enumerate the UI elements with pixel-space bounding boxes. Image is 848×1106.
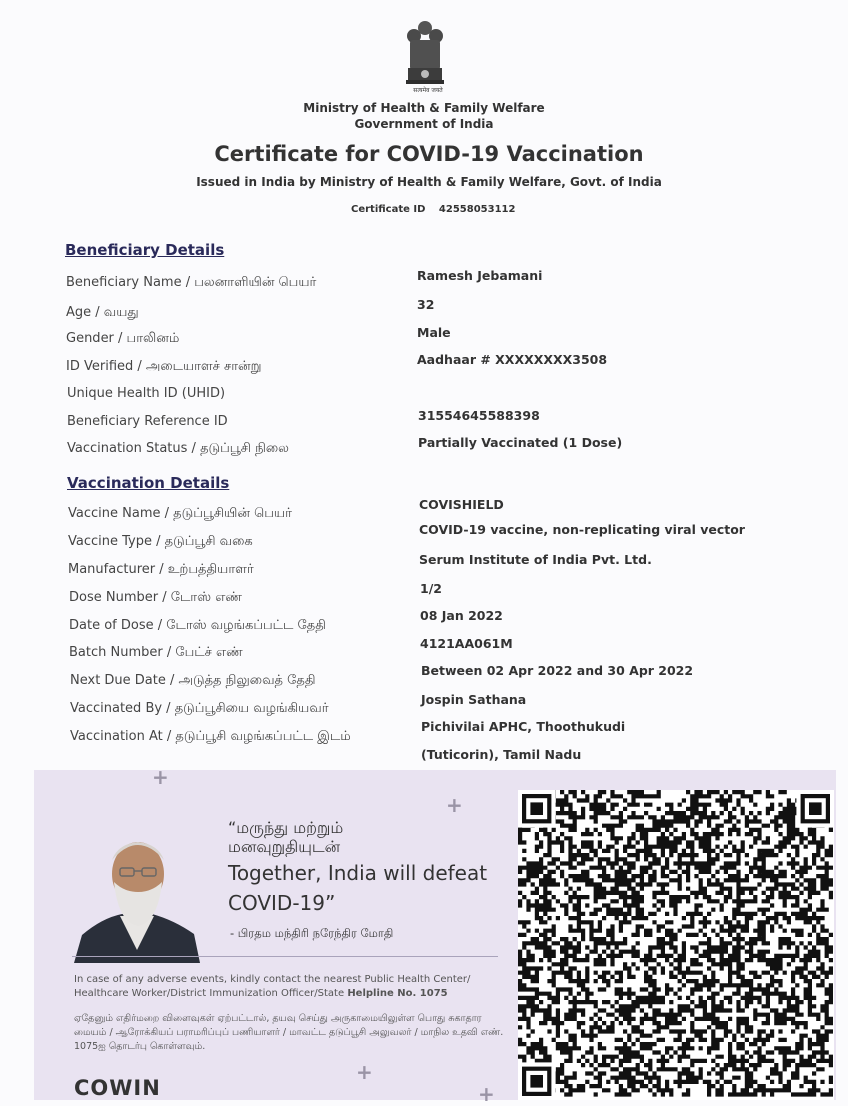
plus-decoration-icon: + xyxy=(356,1060,373,1084)
vaccine-name-value: COVISHIELD xyxy=(419,497,504,512)
batch-number-label: Batch Number / பேட்ச் எண் xyxy=(69,645,243,660)
adverse-line2-text: Healthcare Worker/District Immunization Officer/State xyxy=(74,988,345,999)
quote-tamil-line1: “மருந்து மற்றும் xyxy=(228,818,344,837)
adverse-events-text xyxy=(74,973,504,1001)
issued-by: Issued in India by Ministry of Health & Family Welfare, Govt. of India xyxy=(196,175,662,189)
adverse-events-tamil: ஏதேனும் எதிர்மறை விளைவுகள் ஏற்பட்டால், தயவு செய்து அருகாமையிலுள்ள பொது சுகாதார மையம் / ஆரோக்கியப் பராமரிப்புப் பணியாளர் / மாவட்ட தடுப்பூசி அலுவலர் / மாநில உதவி எண். 1075ஐ தொடர்பு கொள்ளவும். xyxy=(74,1013,504,1052)
vaccination-at-label: Vaccination At / தடுப்பூசி வழங்கப்பட்ட இடம் xyxy=(70,729,351,744)
id-verified-value: Aadhaar # XXXXXXXX3508 xyxy=(417,352,608,367)
adverse-line2 xyxy=(74,987,504,1001)
age-value: 32 xyxy=(417,297,435,312)
manufacturer-value: Serum Institute of India Pvt. Ltd. xyxy=(419,552,652,567)
quote-tamil xyxy=(228,818,343,856)
next-due-date-label: Next Due Date / அடுத்த நிலுவைத் தேதி xyxy=(70,673,316,688)
vaccine-name-label: Vaccine Name / தடுப்பூசியின் பெயர் xyxy=(68,506,292,521)
id-verified-label: ID Verified / அடையாளச் சான்று xyxy=(66,359,262,374)
verification-qr-code xyxy=(518,790,834,1100)
quote-tamil-line2: மனவுறுதியுடன் xyxy=(228,837,341,856)
reference-id-label: Beneficiary Reference ID xyxy=(67,414,228,429)
ministry-header xyxy=(0,100,848,132)
vaccinated-by-label: Vaccinated By / தடுப்பூசியை வழங்கியவர் xyxy=(70,701,329,716)
plus-decoration-icon: + xyxy=(478,1082,495,1106)
batch-number-value: 4121AA061M xyxy=(420,636,513,651)
emblem-motto: सत्यमेव जयते xyxy=(413,87,443,94)
age-label: Age / வயது xyxy=(66,305,139,320)
plus-decoration-icon: + xyxy=(446,793,463,817)
plus-decoration-icon: + xyxy=(152,765,169,789)
vaccine-type-label: Vaccine Type / தடுப்பூசி வகை xyxy=(68,534,253,549)
vaccine-type-value: COVID-19 vaccine, non-replicating viral vector xyxy=(419,522,745,537)
dose-number-value: 1/2 xyxy=(420,581,442,596)
certificate-title: Certificate for COVID-19 Vaccination xyxy=(214,142,644,166)
certificate-id-value: 42558053112 xyxy=(438,204,516,215)
vaccination-status-value: Partially Vaccinated (1 Dose) xyxy=(418,435,623,450)
adverse-line1: In case of any adverse events, kindly contact the nearest Public Health Center/ xyxy=(74,974,471,985)
manufacturer-label: Manufacturer / உற்பத்தியாளர் xyxy=(68,562,254,577)
ministry-name: Ministry of Health & Family Welfare xyxy=(303,101,545,115)
prime-minister-photo xyxy=(72,830,202,963)
cowin-logo: COWIN xyxy=(74,1076,161,1100)
quote-english: Together, India will defeat COVID-19” xyxy=(228,861,488,915)
certificate-id xyxy=(351,204,515,215)
gender-label: Gender / பாலினம் xyxy=(66,331,180,346)
vaccination-at-value: Pichivilai APHC, Thoothukudi xyxy=(421,719,626,734)
helpline-number: Helpline No. 1075 xyxy=(347,988,448,999)
next-due-date-value: Between 02 Apr 2022 and 30 Apr 2022 xyxy=(421,663,694,678)
beneficiary-heading: Beneficiary Details xyxy=(65,241,225,259)
date-of-dose-value: 08 Jan 2022 xyxy=(420,608,503,623)
dose-number-label: Dose Number / டோஸ் எண் xyxy=(69,590,242,605)
government-name: Government of India xyxy=(354,117,494,131)
vaccination-status-label: Vaccination Status / தடுப்பூசி நிலை xyxy=(67,441,289,456)
date-of-dose-label: Date of Dose / டோஸ் வழங்கப்பட்ட தேதி xyxy=(69,618,326,633)
vaccination-at-value-line2: (Tuticorin), Tamil Nadu xyxy=(421,747,582,762)
gender-value: Male xyxy=(417,325,451,340)
vaccination-heading: Vaccination Details xyxy=(67,474,230,492)
banner-divider xyxy=(72,956,498,957)
beneficiary-name-label: Beneficiary Name / பலனாளியின் பெயர் xyxy=(66,275,317,290)
beneficiary-name-value: Ramesh Jebamani xyxy=(417,268,543,283)
vaccinated-by-value: Jospin Sathana xyxy=(421,692,527,707)
uhid-label: Unique Health ID (UHID) xyxy=(67,386,226,401)
reference-id-value: 31554645588398 xyxy=(418,408,540,423)
quote-attribution: - பிரதம மந்திரி நரேந்திர மோதி xyxy=(230,926,394,940)
national-emblem-icon xyxy=(400,18,450,94)
certificate-id-label: Certificate ID xyxy=(351,204,426,215)
